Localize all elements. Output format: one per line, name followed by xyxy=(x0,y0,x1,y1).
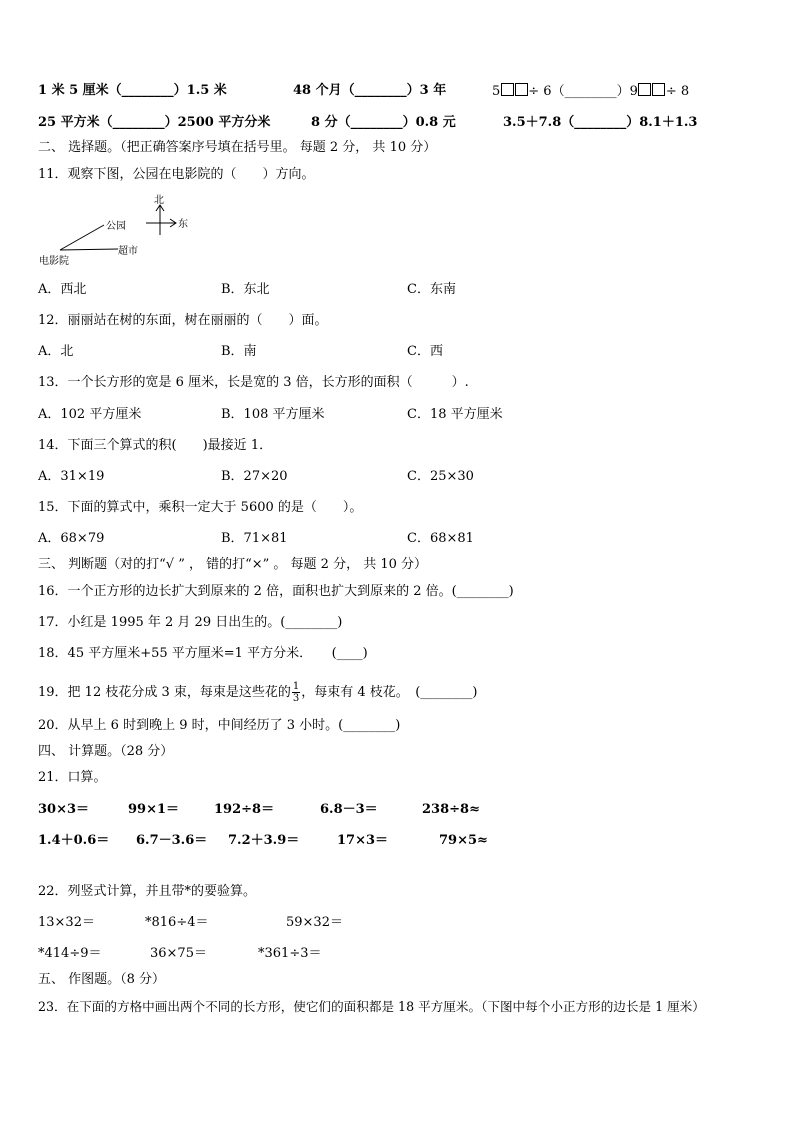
option-c: C．25×30 xyxy=(407,469,474,484)
section-title: 三、 判断题（对的打“√ ” ， 错的打“×” 。 每题 2 分， 共 10 分） xyxy=(38,557,428,572)
compare-1: 1 米 5 厘米（________）1.5 米 xyxy=(38,83,227,98)
question-13-stem: 13．一个长方形的宽是 6 厘米，长是宽的 3 倍，长方形的面积（ ）. xyxy=(38,375,469,390)
question-22-stem: 22．列竖式计算，并且带*的要验算。 xyxy=(38,884,257,899)
mental-calc: 6.8－3＝ xyxy=(320,802,378,817)
mental-calc: 17×3＝ xyxy=(337,833,389,848)
path-to-park xyxy=(60,225,104,250)
mental-calc: 6.7－3.6＝ xyxy=(136,833,208,848)
question-19 xyxy=(38,681,477,704)
written-calc: 36×75＝ xyxy=(150,946,207,961)
option-a: A．西北 xyxy=(38,282,87,297)
direction-diagram xyxy=(36,190,196,270)
question-20: 20．从早上 6 时到晚上 9 时，中间经历了 3 小时。(________) xyxy=(38,718,401,733)
blank-box-icon xyxy=(515,83,528,96)
compare-2: 48 个月（________）3 年 xyxy=(293,83,447,98)
question-19-pre: 19．把 12 枝花分成 3 束，每束是这些花的 xyxy=(38,685,291,700)
mental-calc: 238÷8≈ xyxy=(422,802,480,817)
compass-north-label: 北 xyxy=(154,195,164,206)
mental-calc: 7.2＋3.9＝ xyxy=(228,833,300,848)
compass-east-label: 东 xyxy=(178,219,188,230)
question-11-stem: 11．观察下图，公园在电影院的（ ）方向。 xyxy=(38,167,315,182)
mental-calc: 79×5≈ xyxy=(439,833,488,848)
option-c: C．东南 xyxy=(407,282,456,297)
written-calc: 59×32＝ xyxy=(286,915,343,930)
mental-calc: 192÷8＝ xyxy=(214,802,275,817)
option-c: C．18 平方厘米 xyxy=(407,407,503,422)
question-23: 23．在下面的方格中画出两个不同的长方形，使它们的面积都是 18 平方厘米。（下图中每个小正方形的边长是 1 厘米） xyxy=(38,999,705,1014)
fraction xyxy=(292,681,300,704)
question-18: 18．45 平方厘米+55 平方厘米=1 平方分米． (____) xyxy=(38,646,368,661)
written-calc: 13×32＝ xyxy=(38,915,95,930)
mental-calc: 1.4＋0.6＝ xyxy=(38,833,110,848)
fraction-denominator: 3 xyxy=(292,693,300,704)
written-calc: *816÷4＝ xyxy=(145,915,209,930)
compare-5: 8 分（________）0.8 元 xyxy=(311,115,456,130)
question-17: 17．小红是 1995 年 2 月 29 日出生的。(________) xyxy=(38,615,343,630)
compare-3-post: ÷ 8 xyxy=(665,84,690,99)
section-title: 二、 选择题。（把正确答案序号填在括号里。 每题 2 分， 共 10 分） xyxy=(38,140,437,155)
question-16: 16．一个正方形的边长扩大到原来的 2 倍，面积也扩大到原来的 2 倍。(________) xyxy=(38,584,514,599)
option-c: C．68×81 xyxy=(407,531,474,546)
compare-3-pre: 5 xyxy=(492,84,501,99)
section-title: 四、 计算题。（28 分） xyxy=(38,744,174,759)
question-19-post: ，每束有 4 枝花。 (________) xyxy=(301,685,478,700)
option-b: B．108 平方厘米 xyxy=(221,407,325,422)
compare-6: 3.5＋7.8（________）8.1＋1.3 xyxy=(503,115,698,130)
written-calc: *361÷3＝ xyxy=(258,946,322,961)
question-21-stem: 21．口算。 xyxy=(38,770,107,785)
cinema-label: 电影院 xyxy=(39,256,69,267)
question-14-stem: 14．下面三个算式的积( )最接近 1． xyxy=(38,438,273,453)
option-c: C．西 xyxy=(407,344,443,359)
written-calc: *414÷9＝ xyxy=(38,946,102,961)
compare-4: 25 平方米（________）2500 平方分米 xyxy=(38,115,271,130)
mental-calc: 30×3＝ xyxy=(38,802,90,817)
option-b: B．南 xyxy=(221,344,257,359)
fraction-numerator: 1 xyxy=(292,681,300,692)
market-label: 超市 xyxy=(118,246,138,257)
question-12-stem: 12．丽丽站在树的东面，树在丽丽的（ ）面。 xyxy=(38,313,328,328)
option-b: B．71×81 xyxy=(221,531,288,546)
park-label: 公园 xyxy=(106,221,126,232)
mental-calc: 99×1＝ xyxy=(128,802,180,817)
blank-box-icon xyxy=(501,83,514,96)
option-a: A．102 平方厘米 xyxy=(38,407,142,422)
blank-box-icon xyxy=(638,83,651,96)
option-b: B．东北 xyxy=(221,282,270,297)
option-a: A．31×19 xyxy=(38,469,105,484)
blank-box-icon xyxy=(652,83,665,96)
compare-3-mid: ÷ 6（________）9 xyxy=(528,84,638,99)
option-a: A．北 xyxy=(38,344,74,359)
path-to-market xyxy=(60,249,118,250)
section-title: 五、 作图题。（8 分） xyxy=(38,972,166,987)
compare-3 xyxy=(492,83,689,100)
question-15-stem: 15．下面的算式中，乘积一定大于 5600 的是（ ）。 xyxy=(38,500,363,515)
option-a: A．68×79 xyxy=(38,531,105,546)
option-b: B．27×20 xyxy=(221,469,288,484)
